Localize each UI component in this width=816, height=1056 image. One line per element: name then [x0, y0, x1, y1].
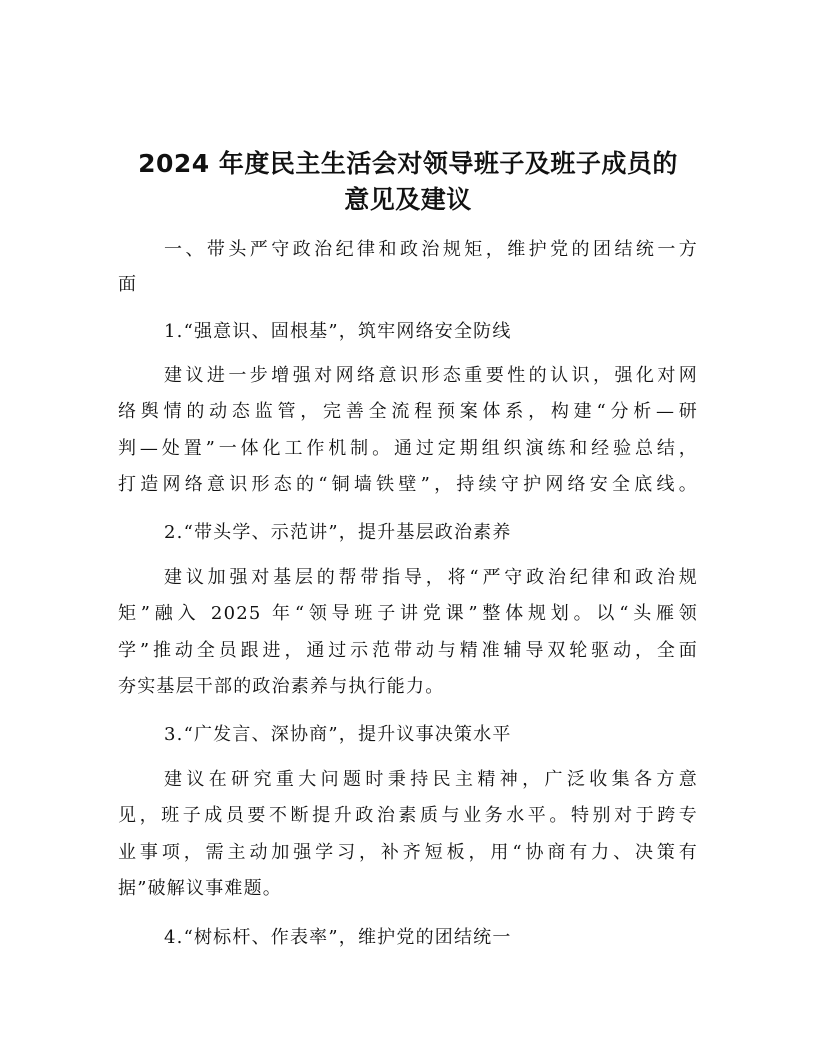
paragraph-line: 夯实基层干部的政治素养与执行能力。 [118, 676, 445, 697]
item-heading-1: 1.“强意识、固根基”，筑牢网络安全防线 [164, 321, 512, 342]
paragraph-line: 矩”融入 2025 年“领导班子讲党课”整体规划。以“头雁领 [118, 603, 698, 624]
section-heading-line-1: 一、带头严守政治纪律和政治规矩，维护党的团结统一方 [164, 239, 698, 260]
paragraph-line: 建议加强对基层的帮带指导，将“严守政治纪律和政治规 [164, 567, 698, 588]
title-line-2: 意见及建议 [344, 185, 472, 214]
paragraph-line: 判—处置”一体化工作机制。通过定期组织演练和经验总结， [118, 438, 698, 459]
document-title [110, 146, 706, 218]
paragraph-line: 业事项，需主动加强学习，补齐短板，用“协商有力、决策有 [118, 842, 698, 863]
item-heading-2: 2.“带头学、示范讲”，提升基层政治素养 [164, 522, 512, 543]
item-heading-4: 4.“树标杆、作表率”，维护党的团结统一 [164, 927, 512, 948]
item-heading-3: 3.“广发言、深协商”，提升议事决策水平 [164, 724, 512, 745]
paragraph-line: 建议在研究重大问题时秉持民主精神，广泛收集各方意 [164, 769, 698, 790]
paragraph-line: 学”推动全员跟进，通过示范带动与精准辅导双轮驱动，全面 [118, 640, 698, 661]
paragraph-line: 见，班子成员要不断提升政治素质与业务水平。特别对于跨专 [118, 805, 698, 826]
paragraph-line: 络舆情的动态监管，完善全流程预案体系，构建“分析—研 [118, 401, 698, 422]
paragraph-line: 据”破解议事难题。 [118, 878, 283, 899]
paragraph-line: 建议进一步增强对网络意识形态重要性的认识，强化对网 [164, 365, 698, 386]
section-heading-line-2: 面 [118, 274, 138, 295]
paragraph-line: 打造网络意识形态的“铜墙铁壁”，持续守护网络安全底线。 [118, 474, 698, 495]
title-line-1: 2024 年度民主生活会对领导班子及班子成员的 [138, 149, 678, 178]
